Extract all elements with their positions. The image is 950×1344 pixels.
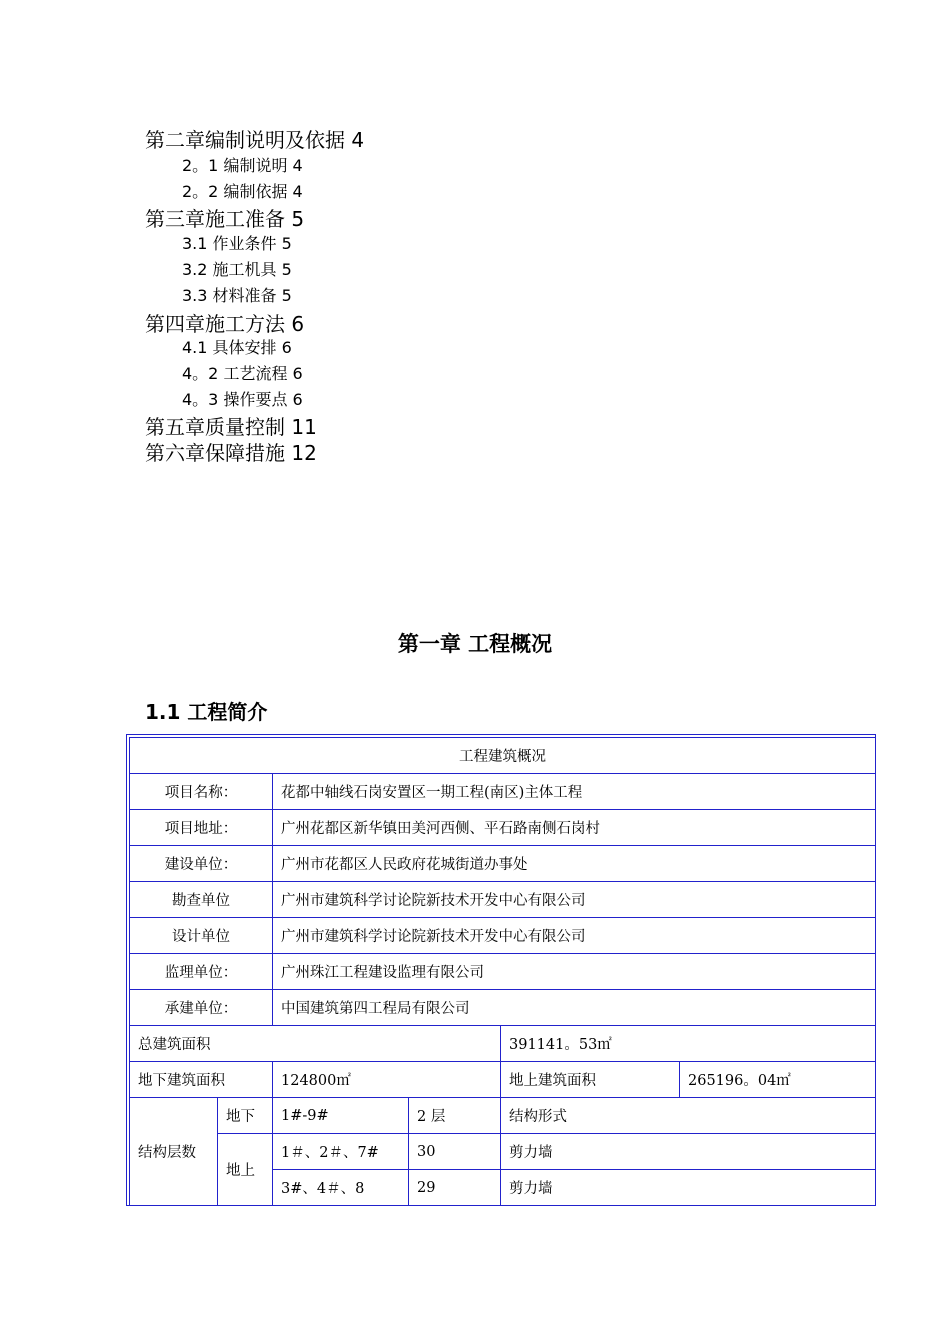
above-floors: 30 — [409, 1134, 501, 1170]
total-area-value: 391141。53㎡ — [501, 1026, 876, 1062]
toc-entry[interactable]: 2。1 编制说明 4 — [182, 156, 303, 175]
table-caption: 工程建筑概况 — [130, 738, 876, 774]
row-label: 建设单位： — [130, 846, 273, 882]
table-row — [130, 846, 876, 882]
table-row — [130, 882, 876, 918]
above-structure-form: 剪力墙 — [501, 1170, 876, 1206]
toc-entry[interactable]: 第六章保障措施 12 — [145, 441, 317, 465]
project-overview-table — [129, 737, 876, 1206]
aboveground-area-label: 地上建筑面积 — [501, 1062, 680, 1098]
table-row — [130, 1062, 876, 1098]
underground-buildings: 1#-9# — [273, 1098, 409, 1134]
above-buildings: 1＃、2＃、7# — [273, 1134, 409, 1170]
above-structure-form: 剪力墙 — [501, 1134, 876, 1170]
row-label: 项目名称： — [130, 774, 273, 810]
project-overview-table-frame — [126, 734, 876, 1206]
row-value: 广州市建筑科学讨论院新技术开发中心有限公司 — [273, 882, 876, 918]
underground-area-value: 124800㎡ — [273, 1062, 501, 1098]
chapter-title: 第一章 工程概况 — [397, 632, 553, 656]
row-label: 项目地址： — [130, 810, 273, 846]
table-row — [130, 1134, 876, 1170]
table-row — [130, 774, 876, 810]
row-label: 监理单位： — [130, 954, 273, 990]
toc-entry[interactable]: 第二章编制说明及依据 4 — [145, 128, 365, 152]
underground-label: 地下 — [218, 1098, 273, 1134]
above-buildings: 3#、4＃、8 — [273, 1170, 409, 1206]
table-row — [130, 990, 876, 1026]
row-value: 广州市花都区人民政府花城街道办事处 — [273, 846, 876, 882]
section-title: 1.1 工程简介 — [145, 700, 268, 724]
table-row — [130, 954, 876, 990]
row-label: 承建单位： — [130, 990, 273, 1026]
row-value: 广州花都区新华镇田美河西侧、平石路南侧石岗村 — [273, 810, 876, 846]
toc-entry[interactable]: 2。2 编制依据 4 — [182, 182, 303, 201]
table-row — [130, 810, 876, 846]
toc-entry[interactable]: 4。3 操作要点 6 — [182, 390, 303, 409]
toc-entry[interactable]: 3.2 施工机具 5 — [182, 260, 292, 279]
toc-entry[interactable]: 4.1 具体安排 6 — [182, 338, 292, 357]
underground-floors: 2 层 — [409, 1098, 501, 1134]
row-label: 设计单位 — [130, 918, 273, 954]
toc-entry[interactable]: 第三章施工准备 5 — [145, 207, 305, 231]
row-value: 广州珠江工程建设监理有限公司 — [273, 954, 876, 990]
toc-entry[interactable]: 3.3 材料准备 5 — [182, 286, 292, 305]
underground-area-label: 地下建筑面积 — [130, 1062, 273, 1098]
row-value: 中国建筑第四工程局有限公司 — [273, 990, 876, 1026]
structure-form-label: 结构形式 — [501, 1098, 876, 1134]
row-label: 勘查单位 — [130, 882, 273, 918]
aboveground-label: 地上 — [218, 1134, 273, 1206]
row-value: 广州市建筑科学讨论院新技术开发中心有限公司 — [273, 918, 876, 954]
row-value: 花都中轴线石岗安置区一期工程(南区)主体工程 — [273, 774, 876, 810]
structure-label: 结构层数 — [130, 1098, 218, 1206]
total-area-label: 总建筑面积 — [130, 1026, 501, 1062]
toc-entry[interactable]: 3.1 作业条件 5 — [182, 234, 292, 253]
table-row — [130, 918, 876, 954]
toc-entry[interactable]: 4。2 工艺流程 6 — [182, 364, 303, 383]
aboveground-area-value: 265196。04㎡ — [680, 1062, 876, 1098]
table-row — [130, 1098, 876, 1134]
above-floors: 29 — [409, 1170, 501, 1206]
toc-entry[interactable]: 第四章施工方法 6 — [145, 312, 305, 336]
table-row — [130, 1026, 876, 1062]
table-row — [130, 738, 876, 774]
toc-entry[interactable]: 第五章质量控制 11 — [145, 415, 317, 439]
